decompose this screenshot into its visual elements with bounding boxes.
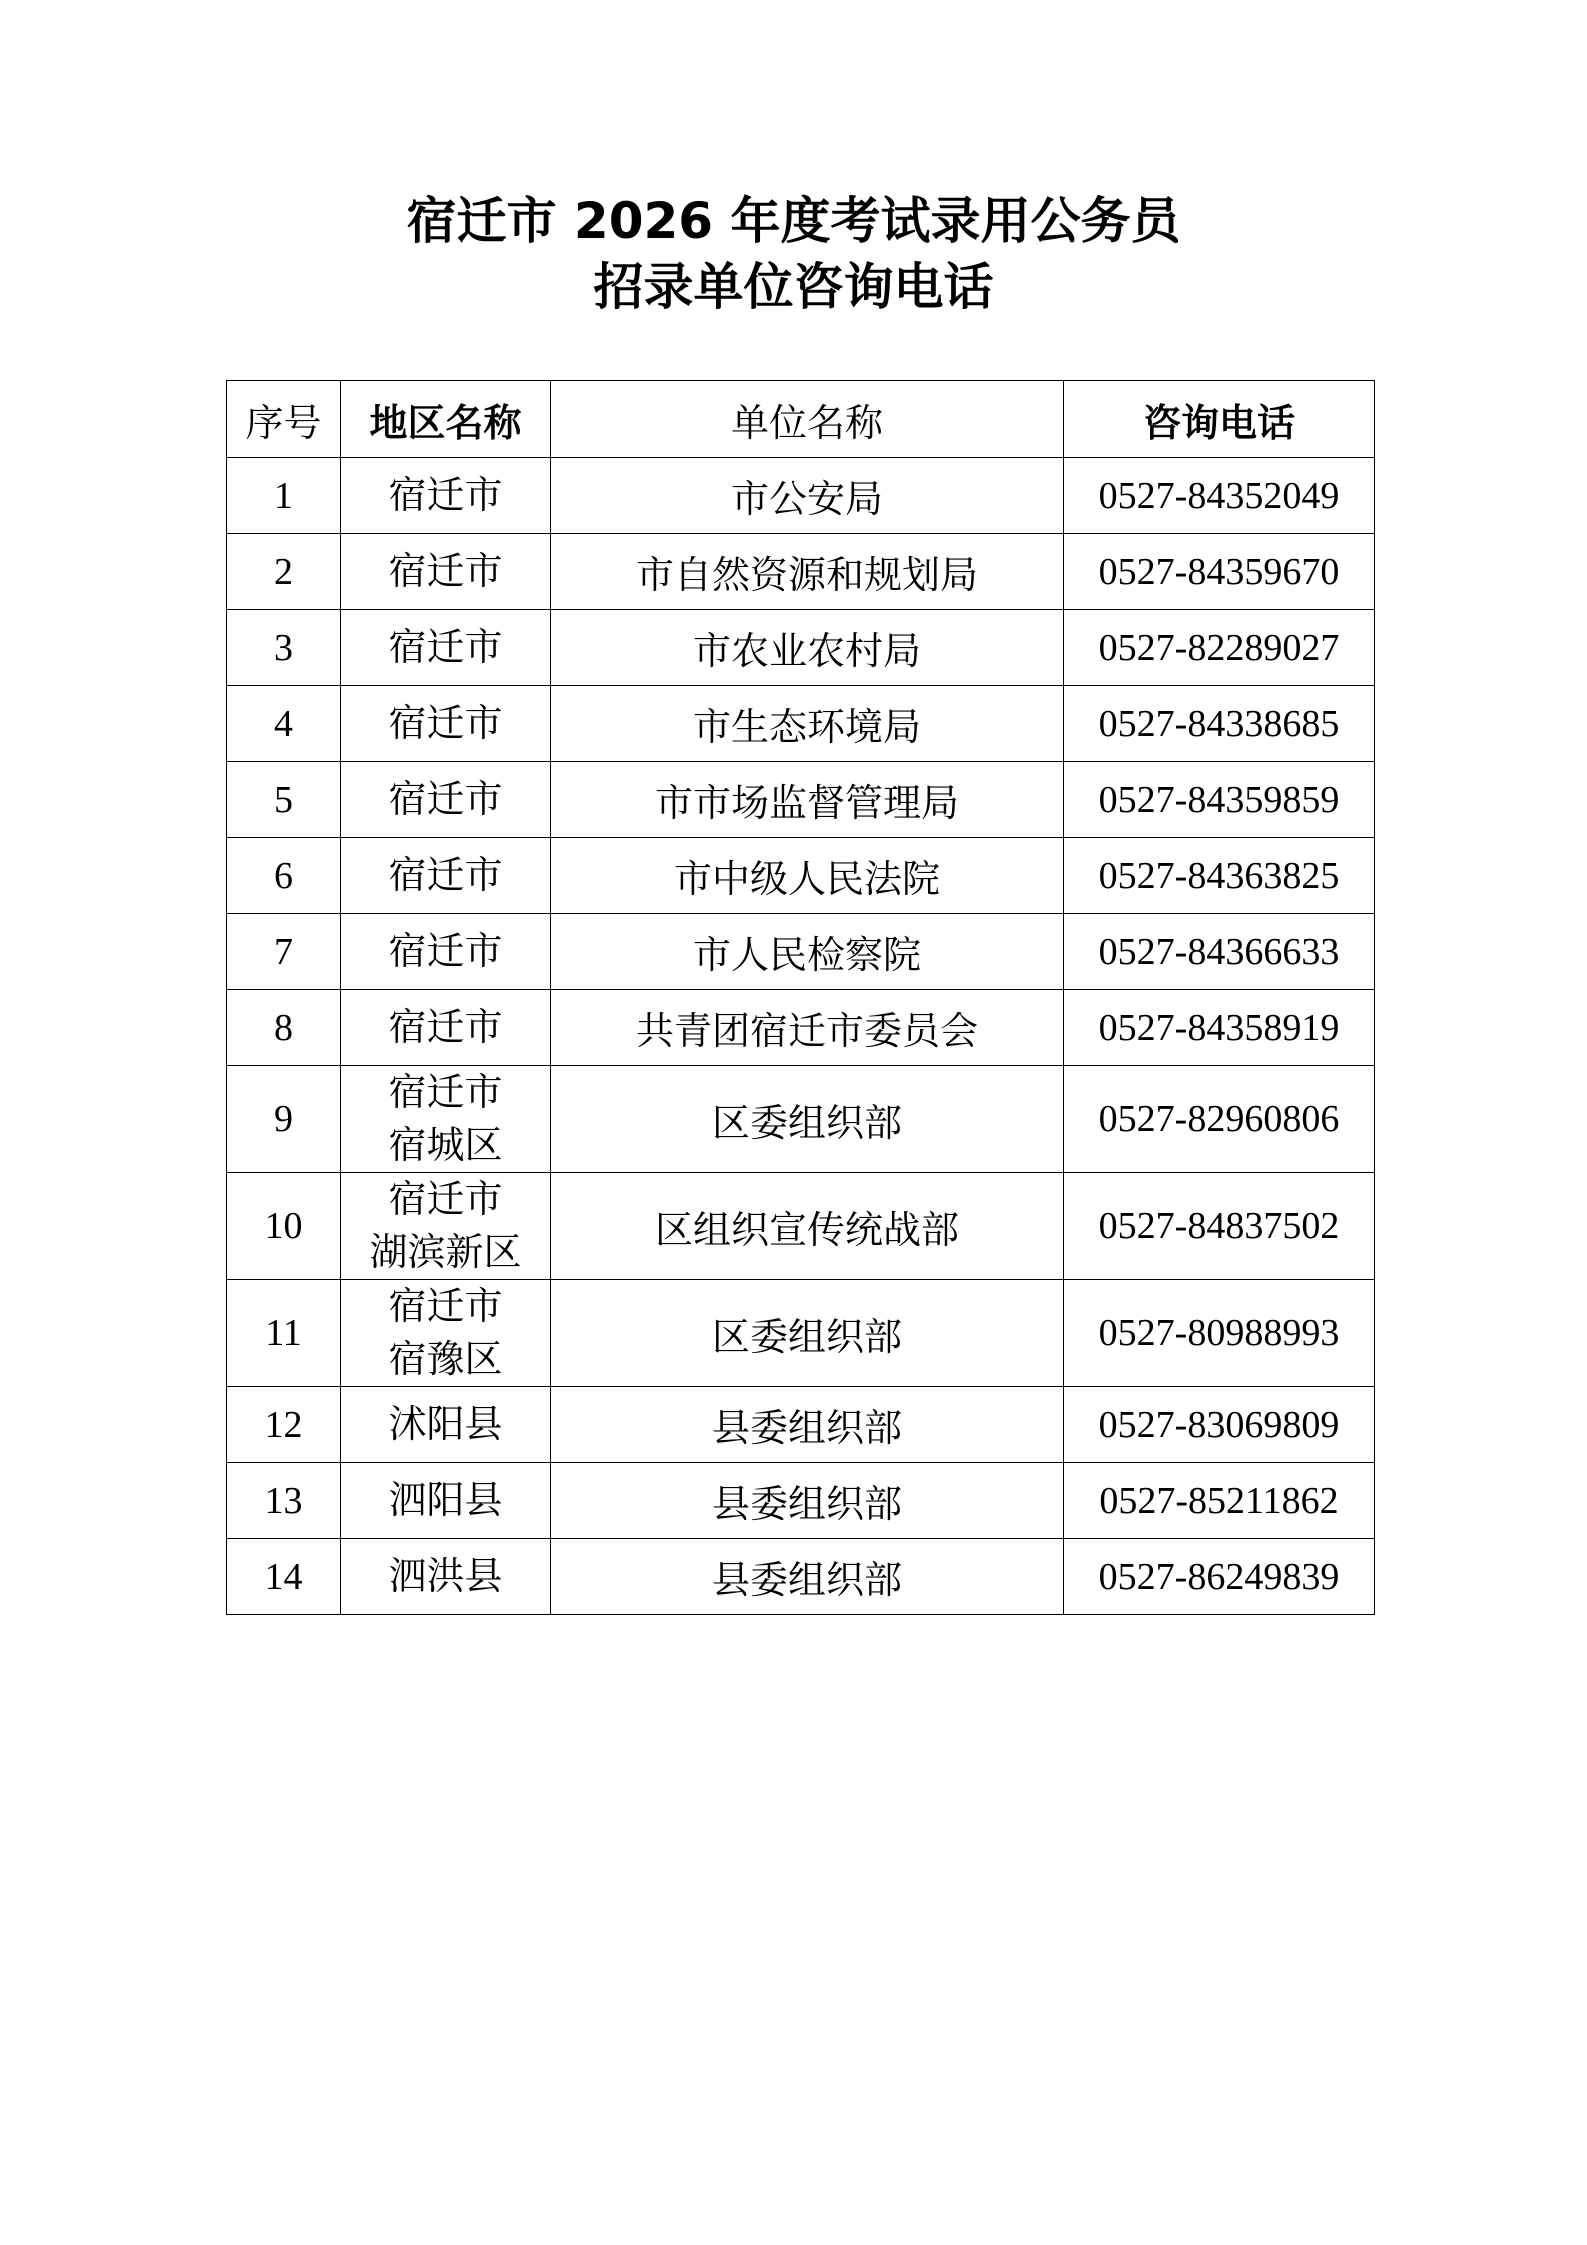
row-index: 5: [227, 762, 341, 838]
table-body: [227, 458, 1375, 1615]
row-index: 4: [227, 686, 341, 762]
row-index: 14: [227, 1539, 341, 1615]
region-name-line: 湖滨新区: [369, 1230, 522, 1274]
row-phone: 0527-84366633: [1064, 914, 1375, 990]
table-row: [227, 1173, 1375, 1280]
row-region: [341, 610, 551, 686]
row-index: 2: [227, 534, 341, 610]
region-name-line: 宿迁市: [388, 777, 503, 821]
title-line-1: 宿迁市 2026 年度考试录用公务员: [406, 192, 1181, 250]
row-phone: 0527-82960806: [1064, 1066, 1375, 1173]
row-region: [341, 1539, 551, 1615]
row-unit: 县委组织部: [551, 1539, 1064, 1615]
row-index: 9: [227, 1066, 341, 1173]
row-unit: 区委组织部: [551, 1066, 1064, 1173]
table-header-row: [227, 381, 1375, 458]
contact-table: [226, 380, 1375, 1615]
region-name-line: 宿迁市: [388, 1005, 503, 1049]
region-name-line: 宿迁市: [388, 1284, 503, 1328]
row-unit: 市市场监督管理局: [551, 762, 1064, 838]
row-index: 3: [227, 610, 341, 686]
row-phone: 0527-84352049: [1064, 458, 1375, 534]
table-row: [227, 610, 1375, 686]
region-name-line: 泗洪县: [388, 1554, 503, 1598]
region-name-line: 宿迁市: [388, 1177, 503, 1221]
row-index: 12: [227, 1387, 341, 1463]
row-region: [341, 1387, 551, 1463]
table-row: [227, 534, 1375, 610]
row-region: [341, 534, 551, 610]
row-region: [341, 914, 551, 990]
row-region: [341, 1066, 551, 1173]
row-region: [341, 1463, 551, 1539]
row-phone: 0527-83069809: [1064, 1387, 1375, 1463]
table-row: [227, 914, 1375, 990]
row-unit: 县委组织部: [551, 1387, 1064, 1463]
row-region: [341, 1173, 551, 1280]
region-name-line: 沭阳县: [388, 1402, 503, 1446]
page-title: [0, 188, 1587, 320]
row-phone: 0527-84338685: [1064, 686, 1375, 762]
table-row: [227, 1539, 1375, 1615]
row-unit: 市公安局: [551, 458, 1064, 534]
header-phone: 咨询电话: [1064, 381, 1375, 458]
row-phone: 0527-84358919: [1064, 990, 1375, 1066]
table-row: [227, 458, 1375, 534]
row-unit: 市生态环境局: [551, 686, 1064, 762]
row-region: [341, 990, 551, 1066]
row-phone: 0527-84363825: [1064, 838, 1375, 914]
row-phone: 0527-85211862: [1064, 1463, 1375, 1539]
region-name-line: 泗阳县: [388, 1478, 503, 1522]
table-row: [227, 990, 1375, 1066]
row-phone: 0527-84359859: [1064, 762, 1375, 838]
table-row: [227, 1066, 1375, 1173]
row-phone: 0527-80988993: [1064, 1280, 1375, 1387]
row-unit: 市中级人民法院: [551, 838, 1064, 914]
region-name-line: 宿迁市: [388, 853, 503, 897]
row-index: 1: [227, 458, 341, 534]
row-unit: 区委组织部: [551, 1280, 1064, 1387]
row-phone: 0527-84359670: [1064, 534, 1375, 610]
region-name-line: 宿迁市: [388, 549, 503, 593]
row-region: [341, 838, 551, 914]
row-unit: 市自然资源和规划局: [551, 534, 1064, 610]
table-row: [227, 838, 1375, 914]
row-region: [341, 686, 551, 762]
row-index: 6: [227, 838, 341, 914]
region-name-line: 宿迁市: [388, 1070, 503, 1114]
row-unit: 县委组织部: [551, 1463, 1064, 1539]
region-name-line: 宿迁市: [388, 625, 503, 669]
title-line-2: 招录单位咨询电话: [593, 258, 994, 316]
row-phone: 0527-84837502: [1064, 1173, 1375, 1280]
row-phone: 0527-86249839: [1064, 1539, 1375, 1615]
header-region: 地区名称: [341, 381, 551, 458]
table-row: [227, 1463, 1375, 1539]
row-index: 8: [227, 990, 341, 1066]
table-row: [227, 1387, 1375, 1463]
table-row: [227, 686, 1375, 762]
region-name-line: 宿城区: [388, 1123, 503, 1167]
table-row: [227, 762, 1375, 838]
row-region: [341, 762, 551, 838]
row-region: [341, 1280, 551, 1387]
row-unit: 共青团宿迁市委员会: [551, 990, 1064, 1066]
row-unit: 市人民检察院: [551, 914, 1064, 990]
row-unit: 市农业农村局: [551, 610, 1064, 686]
region-name-line: 宿迁市: [388, 701, 503, 745]
region-name-line: 宿迁市: [388, 473, 503, 517]
row-index: 10: [227, 1173, 341, 1280]
row-index: 13: [227, 1463, 341, 1539]
row-region: [341, 458, 551, 534]
header-index: 序号: [227, 381, 341, 458]
region-name-line: 宿迁市: [388, 929, 503, 973]
row-phone: 0527-82289027: [1064, 610, 1375, 686]
row-index: 11: [227, 1280, 341, 1387]
row-unit: 区组织宣传统战部: [551, 1173, 1064, 1280]
header-unit: 单位名称: [551, 381, 1064, 458]
region-name-line: 宿豫区: [388, 1337, 503, 1381]
row-index: 7: [227, 914, 341, 990]
table-row: [227, 1280, 1375, 1387]
